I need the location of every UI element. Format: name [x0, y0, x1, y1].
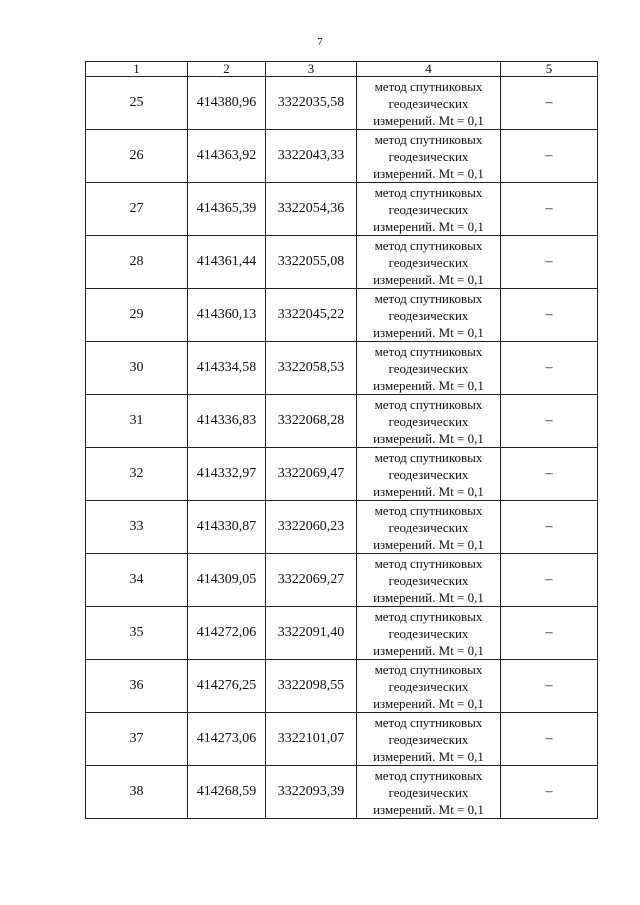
- method-description: [357, 342, 501, 395]
- method-line: метод спутниковых: [374, 396, 483, 412]
- table-row: [86, 289, 598, 342]
- method-line: измерений. Mt = 0,1: [373, 324, 484, 340]
- point-number: 33: [86, 501, 188, 554]
- method-line: геодезических: [388, 95, 469, 111]
- note-cell: –: [501, 766, 598, 819]
- method-line: метод спутниковых: [374, 767, 483, 783]
- coord-x: 414334,58: [188, 342, 266, 395]
- method-description: [357, 660, 501, 713]
- coord-y: 3322060,23: [266, 501, 357, 554]
- point-number: 29: [86, 289, 188, 342]
- table-row: [86, 766, 598, 819]
- page-number: 7: [317, 36, 323, 48]
- coord-y: 3322091,40: [266, 607, 357, 660]
- note-cell: –: [501, 130, 598, 183]
- method-line: измерений. Mt = 0,1: [373, 430, 484, 446]
- method-line: геодезических: [388, 413, 469, 429]
- coordinates-table: [85, 61, 598, 819]
- method-line: метод спутниковых: [374, 714, 483, 730]
- note-cell: –: [501, 554, 598, 607]
- note-cell: –: [501, 395, 598, 448]
- note-cell: –: [501, 660, 598, 713]
- method-line: измерений. Mt = 0,1: [373, 483, 484, 499]
- coord-y: 3322043,33: [266, 130, 357, 183]
- table-row: [86, 554, 598, 607]
- method-line: метод спутниковых: [374, 661, 483, 677]
- point-number: 27: [86, 183, 188, 236]
- header-col-3: 3: [266, 62, 357, 77]
- method-line: геодезических: [388, 201, 469, 217]
- header-col-5: 5: [501, 62, 598, 77]
- coord-x: 414268,59: [188, 766, 266, 819]
- header-col-1: 1: [86, 62, 188, 77]
- header-row: [86, 62, 598, 77]
- method-line: геодезических: [388, 731, 469, 747]
- note-cell: –: [501, 713, 598, 766]
- point-number: 34: [86, 554, 188, 607]
- point-number: 31: [86, 395, 188, 448]
- method-description: [357, 130, 501, 183]
- method-description: [357, 236, 501, 289]
- coord-y: 3322058,53: [266, 342, 357, 395]
- coord-x: 414363,92: [188, 130, 266, 183]
- method-line: метод спутниковых: [374, 237, 483, 253]
- coord-x: 414330,87: [188, 501, 266, 554]
- method-line: геодезических: [388, 360, 469, 376]
- method-line: геодезических: [388, 519, 469, 535]
- point-number: 26: [86, 130, 188, 183]
- method-line: измерений. Mt = 0,1: [373, 642, 484, 658]
- method-line: измерений. Mt = 0,1: [373, 536, 484, 552]
- method-description: [357, 554, 501, 607]
- method-description: [357, 448, 501, 501]
- table-header: [86, 62, 598, 77]
- method-line: метод спутниковых: [374, 555, 483, 571]
- method-line: метод спутниковых: [374, 184, 483, 200]
- method-line: метод спутниковых: [374, 608, 483, 624]
- method-line: геодезических: [388, 307, 469, 323]
- coord-y: 3322098,55: [266, 660, 357, 713]
- coord-y: 3322054,36: [266, 183, 357, 236]
- note-cell: –: [501, 342, 598, 395]
- coord-y: 3322055,08: [266, 236, 357, 289]
- method-line: геодезических: [388, 678, 469, 694]
- point-number: 28: [86, 236, 188, 289]
- method-line: геодезических: [388, 784, 469, 800]
- coord-y: 3322035,58: [266, 77, 357, 130]
- coord-y: 3322068,28: [266, 395, 357, 448]
- coord-y: 3322069,47: [266, 448, 357, 501]
- method-description: [357, 713, 501, 766]
- method-line: измерений. Mt = 0,1: [373, 165, 484, 181]
- coord-x: 414309,05: [188, 554, 266, 607]
- coord-x: 414272,06: [188, 607, 266, 660]
- table-row: [86, 448, 598, 501]
- method-description: [357, 77, 501, 130]
- method-description: [357, 607, 501, 660]
- note-cell: –: [501, 77, 598, 130]
- point-number: 30: [86, 342, 188, 395]
- method-line: геодезических: [388, 466, 469, 482]
- coord-y: 3322101,07: [266, 713, 357, 766]
- method-line: измерений. Mt = 0,1: [373, 377, 484, 393]
- table-row: [86, 713, 598, 766]
- coord-x: 414276,25: [188, 660, 266, 713]
- table-row: [86, 342, 598, 395]
- method-line: измерений. Mt = 0,1: [373, 695, 484, 711]
- method-line: геодезических: [388, 148, 469, 164]
- method-line: метод спутниковых: [374, 343, 483, 359]
- point-number: 35: [86, 607, 188, 660]
- method-line: геодезических: [388, 625, 469, 641]
- table-row: [86, 395, 598, 448]
- coord-x: 414361,44: [188, 236, 266, 289]
- method-line: метод спутниковых: [374, 449, 483, 465]
- note-cell: –: [501, 236, 598, 289]
- table-row: [86, 130, 598, 183]
- note-cell: –: [501, 448, 598, 501]
- table-row: [86, 501, 598, 554]
- note-cell: –: [501, 607, 598, 660]
- table-row: [86, 77, 598, 130]
- method-description: [357, 766, 501, 819]
- method-line: измерений. Mt = 0,1: [373, 271, 484, 287]
- method-line: геодезических: [388, 254, 469, 270]
- method-line: метод спутниковых: [374, 131, 483, 147]
- method-description: [357, 183, 501, 236]
- table-row: [86, 183, 598, 236]
- coord-x: 414336,83: [188, 395, 266, 448]
- table-row: [86, 607, 598, 660]
- table-row: [86, 660, 598, 713]
- method-line: метод спутниковых: [374, 290, 483, 306]
- note-cell: –: [501, 501, 598, 554]
- coord-x: 414360,13: [188, 289, 266, 342]
- method-description: [357, 395, 501, 448]
- point-number: 36: [86, 660, 188, 713]
- header-col-2: 2: [188, 62, 266, 77]
- coord-x: 414365,39: [188, 183, 266, 236]
- coord-x: 414332,97: [188, 448, 266, 501]
- header-col-4: 4: [357, 62, 501, 77]
- table-body: [86, 77, 598, 819]
- method-description: [357, 501, 501, 554]
- coord-y: 3322093,39: [266, 766, 357, 819]
- method-line: метод спутниковых: [374, 78, 483, 94]
- method-description: [357, 289, 501, 342]
- point-number: 38: [86, 766, 188, 819]
- note-cell: –: [501, 289, 598, 342]
- method-line: геодезических: [388, 572, 469, 588]
- method-line: измерений. Mt = 0,1: [373, 801, 484, 817]
- method-line: измерений. Mt = 0,1: [373, 218, 484, 234]
- method-line: измерений. Mt = 0,1: [373, 112, 484, 128]
- method-line: метод спутниковых: [374, 502, 483, 518]
- method-line: измерений. Mt = 0,1: [373, 748, 484, 764]
- point-number: 32: [86, 448, 188, 501]
- coord-x: 414380,96: [188, 77, 266, 130]
- note-cell: –: [501, 183, 598, 236]
- coord-y: 3322069,27: [266, 554, 357, 607]
- method-line: измерений. Mt = 0,1: [373, 589, 484, 605]
- coord-x: 414273,06: [188, 713, 266, 766]
- point-number: 37: [86, 713, 188, 766]
- table-row: [86, 236, 598, 289]
- coord-y: 3322045,22: [266, 289, 357, 342]
- point-number: 25: [86, 77, 188, 130]
